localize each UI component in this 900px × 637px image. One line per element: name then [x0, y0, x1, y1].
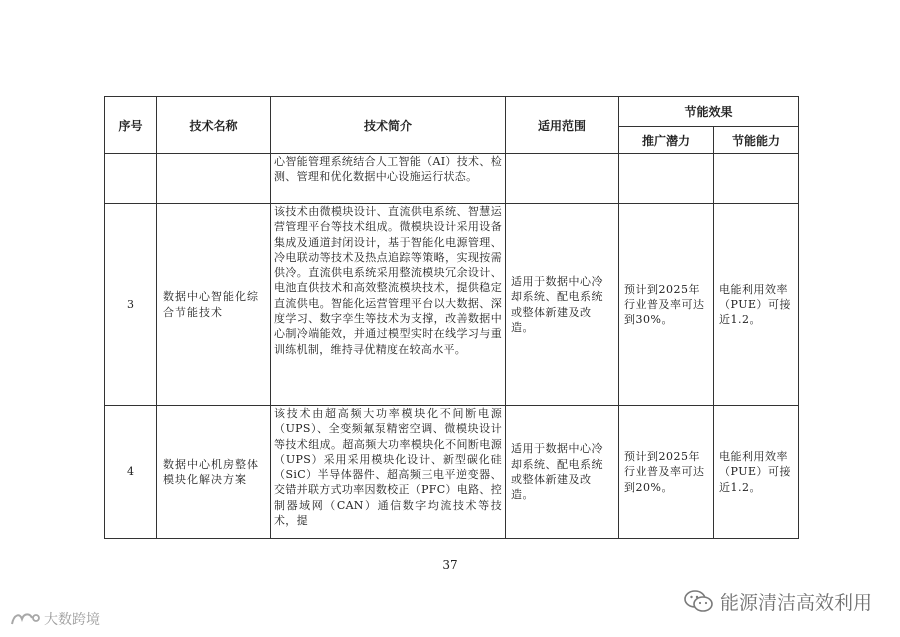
header-capacity: 节能能力 — [714, 127, 799, 154]
cell-scope: 适用于数据中心冷却系统、配电系统或整体新建及改造。 — [506, 406, 619, 539]
cell-capacity — [714, 154, 799, 204]
cell-capacity: 电能利用效率（PUE）可接近1.2。 — [714, 406, 799, 539]
cell-potential — [619, 154, 714, 204]
header-scope: 适用范围 — [506, 97, 619, 154]
cell-intro: 心智能管理系统结合人工智能（AI）技术、检测、管理和优化数据中心设施运行状态。 — [271, 154, 506, 204]
cell-capacity: 电能利用效率（PUE）可接近1.2。 — [714, 204, 799, 406]
cell-no: 4 — [105, 406, 157, 539]
wechat-icon — [684, 589, 714, 615]
cell-name — [157, 154, 271, 204]
table-row — [105, 204, 799, 406]
cell-name: 数据中心智能化综合节能技术 — [157, 204, 271, 406]
technology-table — [104, 96, 799, 539]
cell-potential: 预计到2025年行业普及率可达到20%。 — [619, 406, 714, 539]
header-effect: 节能效果 — [619, 97, 799, 127]
brand-logo-icon — [10, 610, 40, 628]
cell-scope — [506, 154, 619, 204]
cell-potential: 预计到2025年行业普及率可达到30%。 — [619, 204, 714, 406]
cell-no: 3 — [105, 204, 157, 406]
watermark-left-text: 大数跨境 — [44, 612, 100, 628]
header-name: 技术名称 — [157, 97, 271, 154]
watermark-right-text: 能源清洁高效利用 — [719, 592, 872, 614]
cell-scope: 适用于数据中心冷却系统、配电系统或整体新建及改造。 — [506, 204, 619, 406]
header-no: 序号 — [105, 97, 157, 154]
cell-no — [105, 154, 157, 204]
watermark-right — [684, 588, 872, 615]
page-number: 37 — [442, 558, 458, 572]
header-potential: 推广潜力 — [619, 127, 714, 154]
cell-intro: 该技术由微模块设计、直流供电系统、智慧运营管理平台等技术组成。微模块设计采用设备集成及通道封闭设计，基于智能化电源管理、冷电联动等技术及热点追踪等策略，实现按需供冷。直流供电系统采用整流模块冗余设计、电池直供技术和高效整流模块技术，提供稳定直流供电。智能化运营管理平台以大数据、深度学习、数字孪生等技术为支撑，改善数据中心制冷端能效，并通过模型实时在线学习与重训练机制，维持寻优精度在较高水平。 — [271, 204, 506, 406]
cell-intro: 该技术由超高频大功率模块化不间断电源（UPS）、全变频氟泵精密空调、微模块设计等技术组成。超高频大功率模块化不间断电源（UPS）采用采用模块化设计、新型碳化硅（SiC）半导体器件、超高频三电平逆变器、交错并联方式功率因数校正（PFC）电路、控制器域网（CAN）通信数字均流技术等技术，提 — [271, 406, 506, 539]
cell-name: 数据中心机房整体模块化解决方案 — [157, 406, 271, 539]
table-row — [105, 154, 799, 204]
header-intro: 技术简介 — [271, 97, 506, 154]
watermark-left — [10, 609, 100, 629]
table-row — [105, 406, 799, 539]
